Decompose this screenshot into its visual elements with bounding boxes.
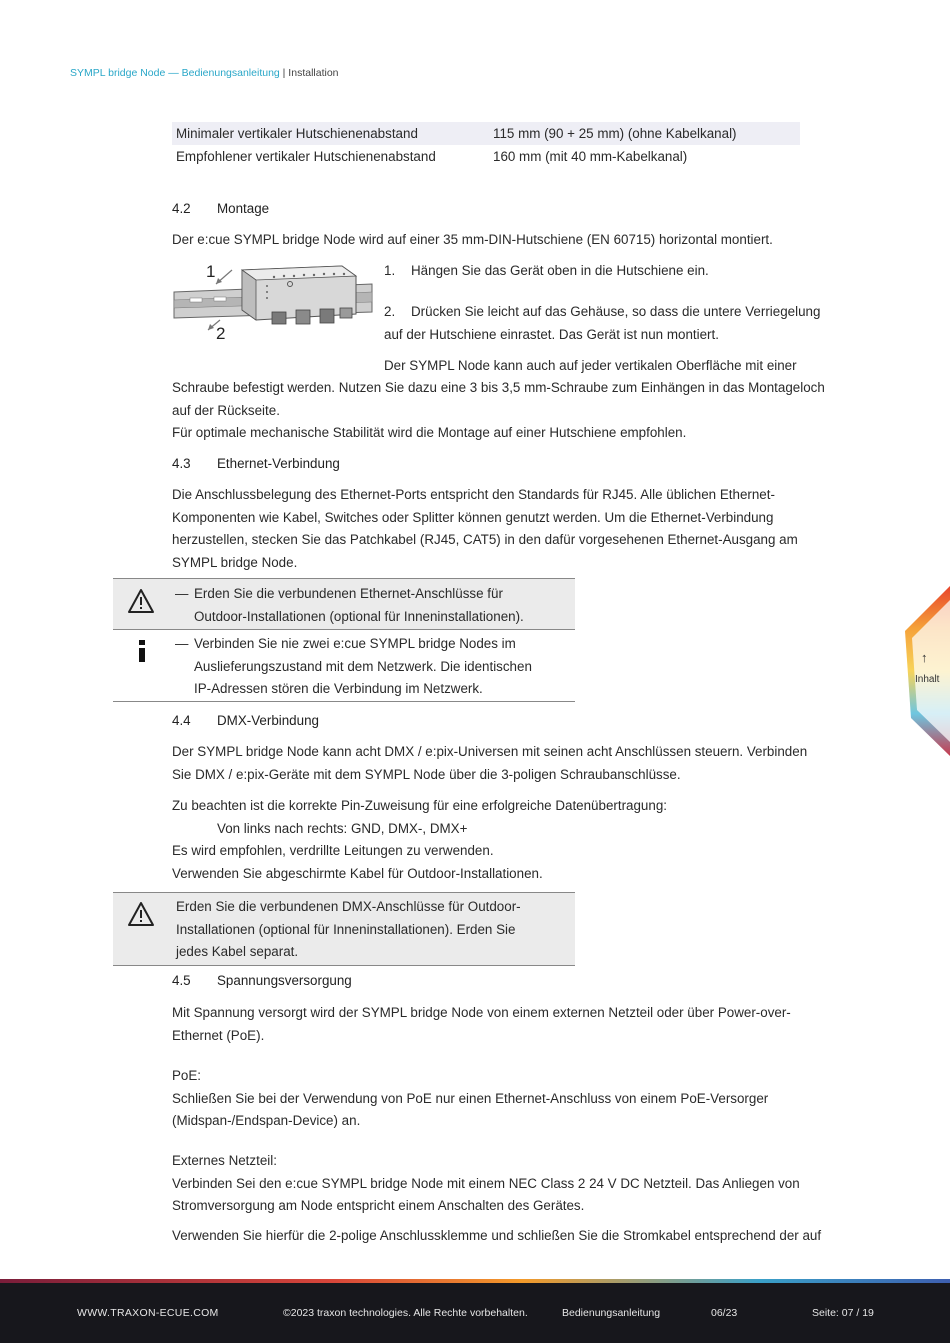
paragraph-line: Stromversorgung am Node entspricht einem Anschalten des Gerätes. bbox=[172, 1198, 585, 1213]
table-row bbox=[172, 145, 800, 168]
note-line: IP-Adressen stören die Verbindung im Netzwerk. bbox=[194, 681, 483, 696]
section-title: DMX-Verbindung bbox=[217, 713, 319, 728]
paragraph-line: Sie DMX / e:pix-Geräte mit dem SYMPL Node über die 3-poligen Schraubanschlüsse. bbox=[172, 766, 681, 782]
paragraph-line: Mit Spannung versorgt wird der SYMPL bridge Node von einem externen Netzteil oder über Power-over- bbox=[172, 1005, 791, 1020]
paragraph-line: herzustellen, stecken Sie das Patchkabel (RJ45, CAT5) in den dafür vorgesehenen Ethernet-Ausgang am bbox=[172, 532, 798, 547]
header-brand: SYMPL bridge Node — Bedienungsanleitung bbox=[70, 67, 280, 79]
paragraph-line: SYMPL bridge Node. bbox=[172, 554, 298, 570]
paragraph-line: Zu beachten ist die korrekte Pin-Zuweisung für eine erfolgreiche Datenübertragung: bbox=[172, 798, 667, 813]
paragraph bbox=[172, 741, 877, 786]
paragraph bbox=[172, 1150, 877, 1218]
step-item bbox=[384, 301, 874, 346]
paragraph-line: (Midspan-/Endspan-Device) an. bbox=[172, 1113, 361, 1128]
table-cell-value: 115 mm (90 + 25 mm) (ohne Kabelkanal) bbox=[489, 122, 800, 145]
toc-tab-label: Inhalt bbox=[915, 674, 940, 685]
table-cell-value: 160 mm (mit 40 mm-Kabelkanal) bbox=[493, 149, 688, 164]
paragraph-line: Verbinden Sei den e:cue SYMPL bridge Node mit einem NEC Class 2 24 V DC Netzteil. Das Anliegen von bbox=[172, 1175, 800, 1191]
footer-copyright: ©2023 traxon technologies. Alle Rechte vorbehalten. bbox=[283, 1307, 528, 1319]
warning-note bbox=[113, 578, 575, 630]
section-title: Montage bbox=[217, 201, 270, 216]
paragraph-line: Für optimale mechanische Stabilität wird die Montage auf einer Hutschiene empfohlen. bbox=[172, 425, 687, 440]
table-cell-label: Minimaler vertikaler Hutschienenabstand bbox=[172, 122, 489, 145]
info-icon bbox=[137, 640, 147, 662]
footer-website-link[interactable]: WWW.TRAXON-ECUE.COM bbox=[77, 1307, 219, 1319]
section-number: 4.4 bbox=[172, 713, 191, 728]
footer-page-number: Seite: 07 / 19 bbox=[812, 1307, 874, 1319]
running-header bbox=[70, 67, 339, 79]
table-row bbox=[172, 122, 800, 145]
paragraph-line: Von links nach rechts: GND, DMX-, DMX+ bbox=[217, 820, 468, 836]
paragraph-line: Komponenten wie Kabel, Switches oder Splitter können genutzt werden. Um die Ethernet-Verbindung bbox=[172, 509, 774, 525]
header-section: | Installation bbox=[279, 67, 339, 79]
paragraph: Verwenden Sie hierfür die 2-polige Anschlussklemme und schließen Sie die Stromkabel entsprechend der auf bbox=[172, 1228, 822, 1243]
toc-side-tab[interactable] bbox=[903, 586, 950, 756]
note-line: Erden Sie die verbundenen DMX-Anschlüsse für Outdoor- bbox=[176, 899, 521, 914]
paragraph-line: Es wird empfohlen, verdrillte Leitungen zu verwenden. bbox=[172, 843, 494, 858]
step-number: 1. bbox=[384, 263, 396, 278]
paragraph-line: Schließen Sie bei der Verwendung von PoE nur einen Ethernet-Anschluss von einem PoE-Versorger bbox=[172, 1090, 769, 1106]
section-heading-montage bbox=[172, 201, 269, 216]
paragraph-line: Die Anschlussbelegung des Ethernet-Ports entspricht den Standards für RJ45. Alle üblichen Ethernet- bbox=[172, 487, 775, 502]
step-item bbox=[384, 260, 864, 283]
section-number: 4.3 bbox=[172, 456, 191, 471]
table-cell-label: Empfohlener vertikaler Hutschienenabstand bbox=[176, 149, 436, 164]
note-line: Auslieferungszustand mit dem Netzwerk. Die identischen bbox=[194, 658, 532, 674]
footer-date: 06/23 bbox=[711, 1307, 738, 1319]
paragraph-line: Der SYMPL bridge Node kann acht DMX / e:pix-Universen mit seinen acht Anschlüssen steuern. Verbinden bbox=[172, 744, 808, 759]
paragraph-line: auf der Rückseite. bbox=[172, 402, 280, 418]
toc-tab-background bbox=[903, 586, 950, 756]
paragraph-line: Schraube befestigt werden. Nutzen Sie dazu eine 3 bis 3,5 mm-Schraube zum Einhängen in das Montageloch bbox=[172, 380, 825, 395]
step-text: Drücken Sie leicht auf das Gehäuse, so dass die untere Verriegelung bbox=[411, 304, 821, 319]
section-number: 4.2 bbox=[172, 201, 191, 216]
paragraph-line: Verwenden Sie abgeschirmte Kabel für Outdoor-Installationen. bbox=[172, 865, 543, 881]
paragraph bbox=[172, 1002, 877, 1047]
section-heading-power bbox=[172, 973, 352, 988]
footer-doc-type: Bedienungsanleitung bbox=[562, 1307, 661, 1319]
warning-triangle-icon bbox=[127, 588, 155, 614]
din-rail-mounting-illustration bbox=[172, 262, 380, 344]
subheading-poe: PoE: bbox=[172, 1068, 202, 1083]
section-title: Ethernet-Verbindung bbox=[217, 456, 340, 471]
section-title: Spannungsversorgung bbox=[217, 973, 352, 988]
note-line: Verbinden Sie nie zwei e:cue SYMPL bridge Nodes im bbox=[194, 636, 516, 651]
page-footer bbox=[0, 1283, 950, 1343]
section-number: 4.5 bbox=[172, 973, 191, 988]
note-dash: — bbox=[175, 586, 189, 601]
note-text bbox=[194, 633, 532, 701]
note-text bbox=[194, 583, 524, 628]
warning-note bbox=[113, 892, 575, 966]
spacing-table bbox=[172, 122, 800, 168]
step-text-cont: auf der Hutschiene einrastet. Das Gerät ist nun montiert. bbox=[384, 326, 719, 342]
up-arrow-icon: ↑ bbox=[921, 650, 928, 665]
step-number: 2. bbox=[384, 304, 396, 319]
note-line: Erden Sie die verbundenen Ethernet-Anschlüsse für bbox=[194, 586, 503, 601]
subheading-external-psu: Externes Netzteil: bbox=[172, 1153, 277, 1168]
note-line: Installationen (optional für Inneninstallationen). Erden Sie bbox=[176, 921, 516, 937]
note-line: Outdoor-Installationen (optional für Inneninstallationen). bbox=[194, 608, 524, 624]
figure-label-step-1: 1 bbox=[206, 262, 216, 281]
paragraph bbox=[172, 377, 877, 445]
paragraph: Der SYMPL Node kann auch auf jeder vertikalen Oberfläche mit einer bbox=[384, 358, 797, 373]
section-heading-ethernet bbox=[172, 456, 340, 471]
paragraph: Der e:cue SYMPL bridge Node wird auf einer 35 mm-DIN-Hutschiene (EN 60715) horizontal montiert. bbox=[172, 232, 773, 247]
paragraph bbox=[172, 484, 877, 574]
paragraph-line: Ethernet (PoE). bbox=[172, 1027, 265, 1043]
warning-triangle-icon bbox=[127, 901, 155, 927]
step-text: Hängen Sie das Gerät oben in die Hutschiene ein. bbox=[411, 263, 709, 278]
paragraph bbox=[172, 795, 877, 885]
note-dash: — bbox=[175, 636, 189, 651]
figure-label-step-2: 2 bbox=[216, 324, 226, 343]
section-heading-dmx bbox=[172, 713, 319, 728]
note-line: jedes Kabel separat. bbox=[176, 944, 299, 959]
info-note bbox=[113, 629, 575, 702]
paragraph bbox=[172, 1065, 877, 1133]
note-text bbox=[176, 896, 521, 964]
